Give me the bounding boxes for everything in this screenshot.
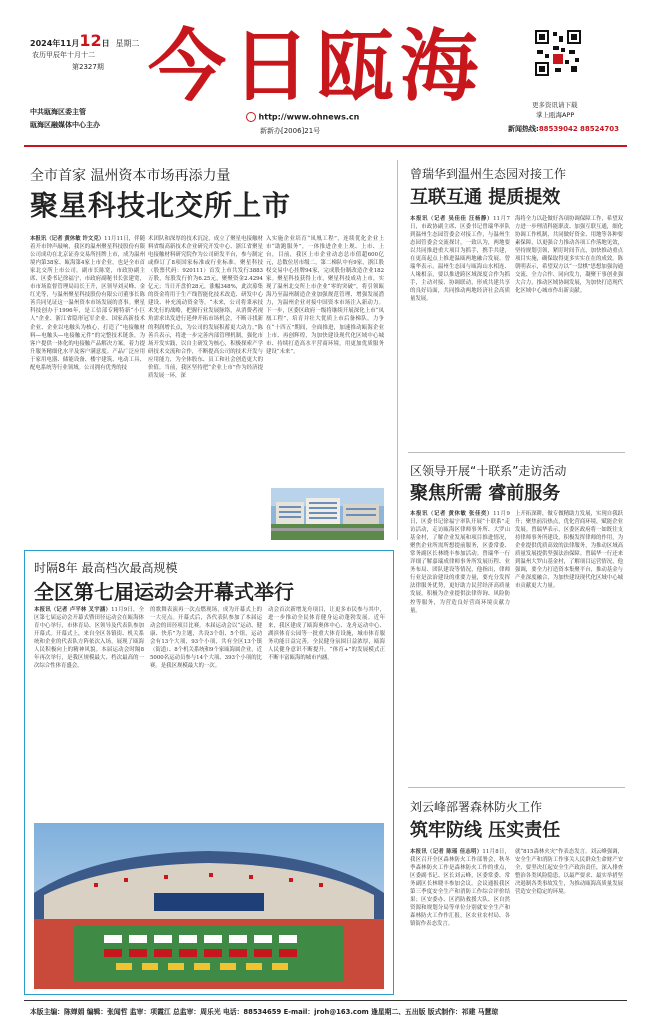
right-top-column-2 (515, 215, 623, 445)
qr-code (533, 28, 583, 78)
qr-caption-2: 掌上瓯海APP (536, 111, 575, 119)
right-top-kicker: 曾瑞华到温州生态园对接工作 (410, 167, 567, 181)
date-text: 2024年11月 (30, 39, 80, 48)
sports-column-1 (34, 606, 144, 818)
permit-number: 新新办[2006]21号 (260, 127, 321, 135)
sports-text-3: 动会首次新增龙舟项目，让更多市民参与其中，进一步推动全民体育健身运动蓬勃发展。近年来，我区建成了瓯海奥体中心、龙舟运动中心、湖滨体育公园等一批重大体育设施，城市体育服务功能日益完善，全民健身氛围日益浓厚，瓯海人民健身意识不断提升。“体育+”的发展模式正不断丰富瓯海的城市内涵。 (268, 607, 385, 662)
right-bot-headline: 筑牢防线 压实责任 (410, 820, 561, 841)
hotline-number-1[interactable]: 88539042 (538, 125, 578, 133)
date-day: 12 (79, 31, 102, 50)
lead-right-divider (397, 160, 398, 540)
lead-column-1 (30, 235, 145, 540)
lead-byline: 本报讯（记者 黄休敏 许文克） (30, 236, 105, 242)
right-top-byline: 本报讯（记者 吴佳佳 汪杨静） (410, 216, 494, 222)
masthead (0, 0, 651, 160)
right-bot-byline: 本报讯（记者 陈瑶 佳志明） (410, 849, 483, 855)
date-block (30, 31, 139, 50)
footer-divider (24, 1000, 627, 1001)
sports-column-3 (268, 606, 385, 818)
right-top-text-2: 海将全力以赴做好各项协调保障工作，希望双方进一步理清科能职责、加强互联互通，细化协调工作机制，共同做好资金、用地等各种要素保障，以更强合力推动各项工作落地见效，坚持规划引领，紧盯时间节点，加快推动重点项目实施，确保取得更多实实在在的成效。陈朝明表示，希望双方以“一盘棋”思想加强沟通交流、全力合作、同向发力，凝聚干事创业强大合力，推动区域协调发展，为加快打造现代化区域中心城市作出新贡献。 (515, 216, 623, 295)
weekday-text: 星期二 (115, 39, 140, 48)
right-bot-column-1 (410, 848, 510, 995)
right-mid-kicker: 区领导开展“十联系”走访活动 (410, 464, 567, 478)
sports-headline: 全区第七届运动会开幕式举行 (34, 580, 294, 604)
date-day-suffix: 日 (101, 39, 110, 48)
sports-text-1: 11月9日，全区第七届运动会开幕式暨田径运动会在瓯海体育中心举行，市体育局、区领导及代表队参加开幕式。开幕式上，来自全区各镇街、机关系统和企业的代表队方阵依次入场，展现了瓯海人民积极向上的精神风貌。本届运动会时隔8年再次举行，是我区规模最大、档次最高的一次综合性体育盛会。 (34, 607, 144, 670)
lead-text-1: 11月11日，伴随着开市钟声敲响，我区的温州聚星科技股份有限公司成功在北京证券交易所挂牌上市，成为温州境内第38家、瓯海第4家上市企业，也是全市首家北交所上市公司。副市长陈宽，市政协副主席、区委书记徐福宁，市政府副秘书长张建宽，市市场监督管理局局长王升，区领导刘灵峰、金红光等，与温州聚星科技股份有限公司董事长陈善兵同见证这一温州资本市场发展的喜事。聚星科技创办于1996年，是工信部专精特新“小巨人”企业、浙江省隐形冠军企业、国家高新技术企业、企业以电触头为核心，打造了“电接触材料—电触头—电接触元件”的完整技术链条，为客户提供一体化的电接触产品解决方案，着力提升服务精细化水平及客户满意度。产品广泛应用于家用电器、储能设备、楼宇建筑、电动工具、配电系统等行业领域。公司拥有优秀的技 (30, 236, 145, 371)
publisher-line: 瓯海区融媒体中心主办 (30, 121, 100, 129)
paper-title: 今日瓯海 (148, 21, 485, 112)
right-top-column-1 (410, 215, 510, 445)
right-bot-text-1: 11月8日，我区召开全区森林防火工作部署会，秋冬季森林防火工作是森林防火工作的重点，区委副书记、区长刘云峰，区委常委、常务副区长林晓丰参加会议。会议通报我区第三季度安全生产和消防工作综合评价结果；区安委办、区消防救援大队、区自然资源和规划分局等单位分别就安全生产和森林防火工作作汇报，区农业农村局、各镇街作表态发言。 (410, 849, 510, 928)
sports-byline: 本报讯（记者 卢平林 叉宇涵） (34, 607, 112, 613)
website-block (246, 112, 359, 122)
right-bot-text-2: 就“815森林火灾”作表态发言。刘云峰强调，安全生产和消防工作事关人民群众生命财产安全，要坚决扛起安全生产政治责任，深入排查整治各类风险隐患，以最严要求、最实举措坚决遏制各类事故发生，为推动瓯海高质量发展营造安全稳定的环境。 (515, 849, 623, 896)
qr-caption-1: 更多资讯请下载 (532, 101, 578, 109)
right-bot-column-2 (515, 848, 623, 995)
sponsor-line: 中共瓯海区委主管 (30, 108, 86, 116)
right-mid-column-2 (515, 510, 623, 780)
sports-column-2 (150, 606, 262, 818)
right-mid-column-1 (410, 510, 510, 780)
right-mid-divider (408, 787, 625, 788)
right-mid-text-1: 11月9日，区委书记徐福宁率队开展“十联系”走访活动，走访瓯海区律师事务所、大罗山基金村，了解企业发展和项目推进情况，聚焦企业所需所想提前服务，区委常委、常务副区长林晓丰参加活动。曾瑞华一行详细了解嘉瑞成律师事务所发展历程、业务布局、团队建设等情况，他指出，律师行业是法治建设的重要力量，要充分发挥法律服务优势，更好助力民营经济高质量发展，积极为企业提供法律咨询、风险防控等服务，为营造良好营商环境贡献力量。 (410, 511, 510, 614)
lead-column-2 (148, 235, 263, 540)
lunar-date: 农历甲辰年十月十二 (32, 51, 95, 59)
right-top-headline: 互联互通 提质提效 (410, 187, 561, 208)
website-url[interactable]: http://www.ohnews.cn (258, 112, 360, 122)
right-bot-kicker: 刘云峰部署森林防火工作 (410, 800, 543, 814)
hotline (508, 124, 619, 134)
company-campus-photo (271, 488, 384, 540)
lead-headline: 聚星科技北交所上市 (30, 189, 292, 222)
issue-number: 第2327期 (72, 63, 104, 71)
globe-icon (246, 112, 256, 122)
lead-text-2: 术团队和深厚的技术沉淀，成立了聚星电接触材料省级高新技术企业研究开发中心、浙江省聚星电接触材料研究院作为公司研发平台，参与制定或修订了8项国家标准或行业标准。聚星科技（股票代码：920111）首发上市共发行3883万股，每股发行价为6.25元，聚聚资金2.4294亿元；当日开盘价28元，涨幅348%，此次募集的资金将用于生产线智能化技术改造、研发中心建设、补充流动资金等。“未来，公司将秉承技术先行的战略，把握行业发展脉络，从消费者视角需求出发进行延伸开拓市场机会，不断寻找新的利润增长点，为公司的发展积蓄更大动力。”陈善兵表示，将进一步完善内部管理机制，强化市场开发实践，以自主研发为核心，积极探索产学研技术交流和合作，不断提高公司的技术开发与应用能力，为全体股东、员工和社会创造更大的价值。当前，我区坚持把“企业上市”作为经济提质发展一环，深 (148, 236, 263, 379)
right-top-text-1: 11月7日，市政协副主席、区委书记曾瑞华率队到温州生态园管委会对接工作，与温州生态园管委会交流探讨，一致认为，两地要以共同推进重大项目为抓手，携手共建，在更高起点上推进温瓯两地融合发展。曾瑞华表示，温州生态园与瓯海山水相连、人缘相亲，要以推进跨区域深度合作为抓手，主动对接、协调联动，形成共建共享的良好局面，共同推动两地经济社会高质量发展。 (410, 216, 510, 303)
sports-kicker: 时隔8年 最高档次最高规模 (34, 561, 178, 575)
lead-column-3 (266, 235, 384, 487)
hotline-label: 新闻热线: (508, 125, 539, 133)
right-mid-text-2: 上开拓深耕，做专做精助力发展，实现自我跃升；聚焦前沿热点，优化营商环境，赋能企业发展。曾瑞华表示，区委区政府将一如既往支持律师事务所建设，积极发挥律师的作用，为企业提供优质高效的法律服务，为推动区域高质量发展提供坚强法治保障。曾瑞华一行还来到温州大罗山基金村，了解项目运营情况，他强调，要全力打造资本集聚平台，推动基金与产业深度融合，为加快建设现代化区域中心城市贡献更大力量。 (515, 511, 623, 590)
lead-text-3: 入实施企业培育“凤凰工程”，连续优化企业上市“助跑服务”，一体推进企业上规、上市、上台，目前，我区上市企业动态总市值超600亿元，总数位居市级二，第二梯队中有9家，浙江股权交易中心挂牌94家，完成股份制改造企业182家。聚星科技获得上市，聚星科技成功上市，实现了温州北交所上市企业“零的突破”，将引领瓯海乃至温州制造企业加强规范管理、增强发展潜力，为温州企业对接中国资本市场注入新动力。下一步，区委区政府一级将继续开展深化上市“凤凰工程”，培育并壮大优质上市后备梯队，力争在“十四五”期间，全面推进，加速推动瓯海企业上市、再创辉煌，为加快建设现代化区域中心城市、持续打造高水平营商环境，用更加优质服务建设“未来”。 (266, 236, 384, 355)
stadium-opening-ceremony-photo (34, 823, 384, 989)
lead-kicker: 全市首家 温州资本市场再添力量 (30, 168, 231, 184)
right-mid-byline: 本报讯（记者 黄休敏 张佳奕） (410, 511, 494, 517)
sports-text-2: 的歌舞表演再一次点燃现场，成为开幕式上的一大亮点。开幕式后，各代表队参加了本届运动会的田径项目比赛。本届运动会以“运动、健康、快乐”为主题，共设3个组、5个组，运动会有13个大项，93个小项，共有全区13个镇（街道）、8个机关系统和9个家瓯海属企业，近5000名运动员参与14个大项、393个小项的比赛。是我区规模最大的一次。 (150, 607, 262, 670)
right-top-divider (408, 452, 625, 453)
right-mid-headline: 聚焦所需 睿前服务 (410, 483, 561, 504)
footer-credits: 本版主编：陈婵娟 编辑：张闻哲 监审：项霞江 总监审：周乐光 电话：88534659 E-mail：jroh@163.com 逢星期二、五出版 版式制作：祁建 马慧琼 (30, 1008, 499, 1016)
masthead-divider (24, 145, 627, 147)
hotline-number-2[interactable]: 88524703 (580, 125, 619, 133)
